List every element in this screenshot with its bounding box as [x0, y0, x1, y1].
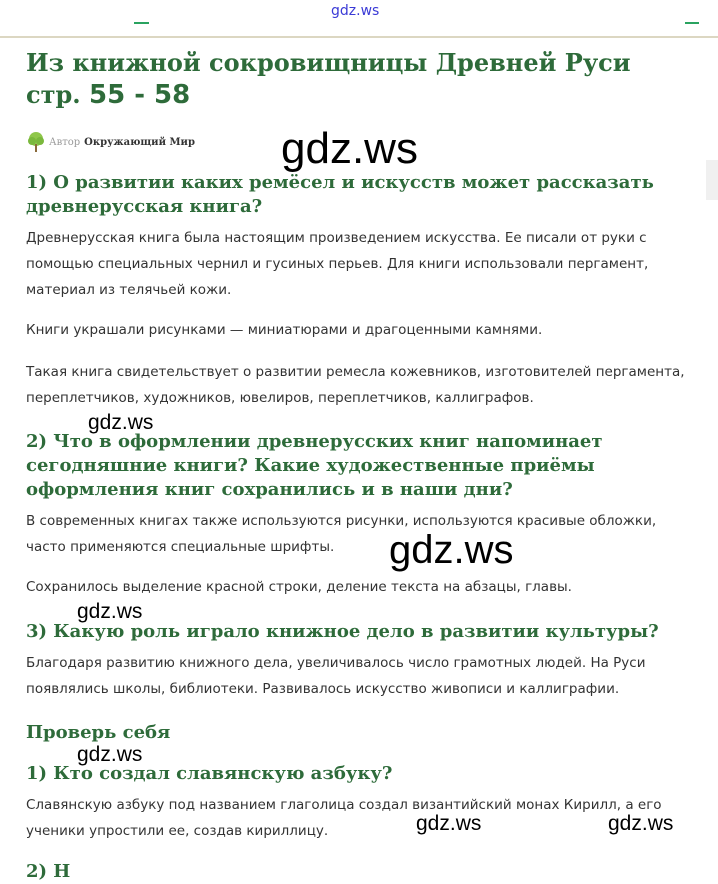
- menu-accent-left: [134, 22, 149, 24]
- question-heading-3: 3) Какую роль играло книжное дело в развитии культуры?: [26, 621, 659, 642]
- watermark: gdz.ws: [88, 411, 154, 434]
- header-divider: [0, 36, 718, 38]
- tree-icon: [26, 131, 46, 153]
- page-title: [26, 47, 686, 111]
- answer-paragraph-1-1: Древнерусская книга была настоящим произведением искусства. Ее писали от руки с помощью специальных чернил и гусиных перьев. Для книги использовали пергамент, материал из телячьей кожи.: [26, 230, 649, 298]
- author-label: Автор: [49, 136, 81, 148]
- top-bar: [0, 0, 718, 38]
- watermark: gdz.ws: [281, 124, 418, 173]
- watermark: gdz.ws: [389, 528, 514, 572]
- check-question-heading-1: 1) Кто создал славянскую азбуку?: [26, 763, 393, 784]
- answer-paragraph-2-2: Сохранилось выделение красной строки, деление текста на абзацы, главы.: [26, 579, 572, 595]
- check-question-heading-2: 2) Н: [26, 861, 71, 882]
- answer-paragraph-1-2: Книги украшали рисунками — миниатюрами и драгоценными камнями.: [26, 322, 543, 338]
- answer-paragraph-1-3: Такая книга свидетельствует о развитии ремесла кожевников, изготовителей пергамента, переплетчиков, художников, ювелиров, переплетчиков, каллиграфов.: [26, 364, 685, 406]
- answer-paragraph-3-1: Благодаря развитию книжного дела, увеличивалось число грамотных людей. На Руси появлялись школы, библиотеки. Развивалось искусство живописи и каллиграфии.: [26, 655, 646, 697]
- site-logo-link[interactable]: gdz.ws: [331, 3, 380, 19]
- page-title-text: Из книжной сокровищницы Древней Руси стр.: [26, 48, 631, 109]
- side-widget-edge: [706, 160, 718, 200]
- check-yourself-heading: Проверь себя: [26, 722, 171, 743]
- menu-accent-right: [685, 22, 699, 24]
- answer-paragraph-2-1: В современных книгах также используются рисунки, используются красивые обложки, часто применяются специальные шрифты.: [26, 513, 657, 555]
- watermark: gdz.ws: [416, 812, 482, 835]
- watermark: gdz.ws: [608, 812, 674, 835]
- check-answer-paragraph-1: Славянскую азбуку под названием глаголица создал византийский монах Кирилл, а его ученики упростили ее, создав кириллицу.: [26, 797, 662, 839]
- author-name-link[interactable]: Окружающий Мир: [84, 136, 195, 148]
- question-heading-2: 2) Что в оформлении древнерусских книг напоминает сегодняшние книги? Какие художественные приёмы оформления книг сохранились и в наши дни?: [26, 431, 603, 500]
- page-title-pages: 55 - 58: [88, 80, 191, 110]
- question-heading-1: 1) О развитии каких ремёсел и искусств может рассказать древнерусская книга?: [26, 172, 654, 217]
- watermark: gdz.ws: [77, 743, 143, 766]
- watermark: gdz.ws: [77, 600, 143, 623]
- author-meta: [26, 131, 195, 153]
